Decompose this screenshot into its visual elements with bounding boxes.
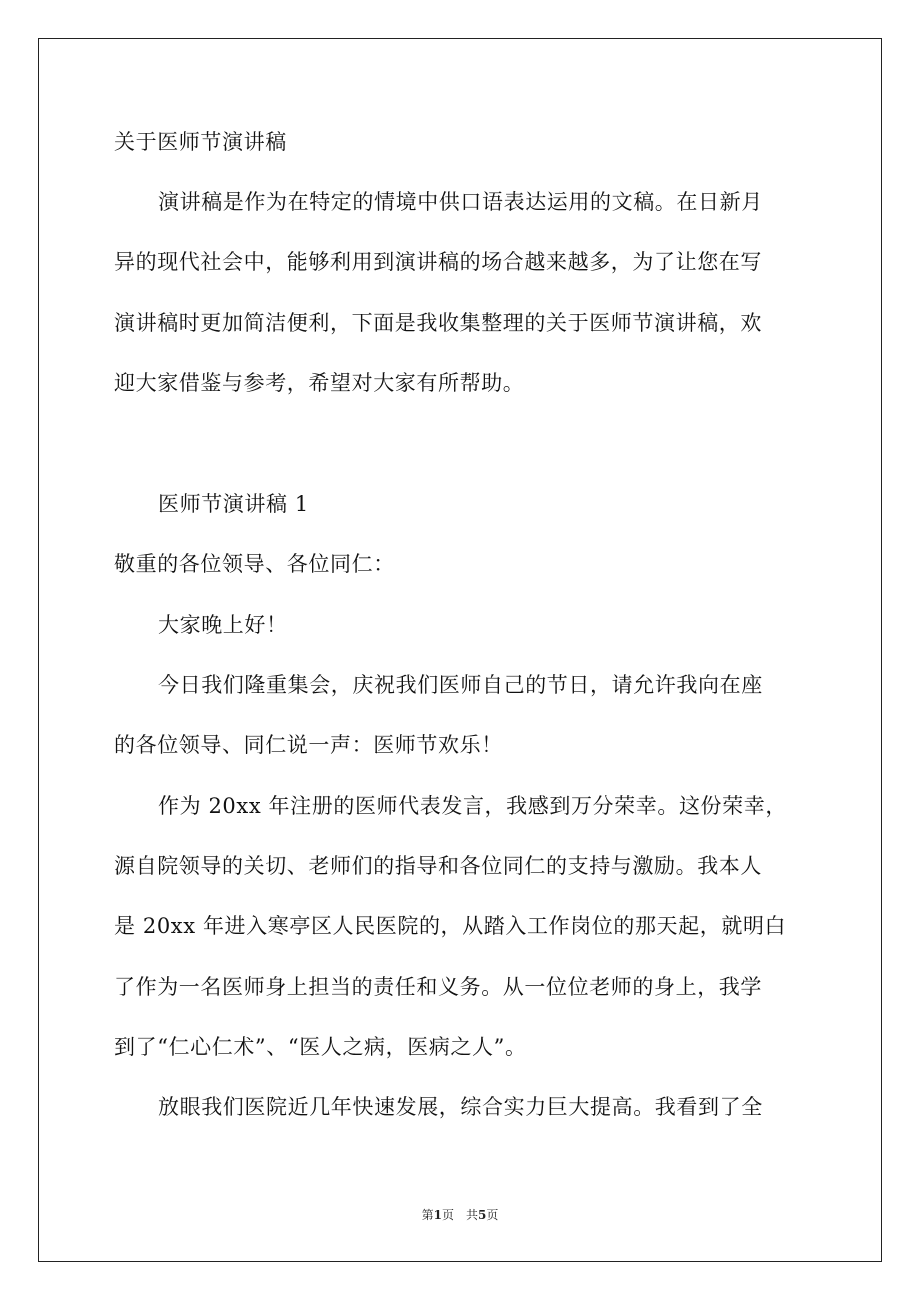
page-footer [0, 1206, 920, 1224]
intro-line-3: 演讲稿时更加简洁便利，下面是我收集整理的关于医师节演讲稿，欢 [114, 311, 762, 335]
section-heading: 医师节演讲稿 1 [158, 492, 309, 516]
intro-line-4: 迎大家借鉴与参考，希望对大家有所帮助。 [114, 371, 525, 395]
paragraph-2-line-5: 到了“仁心仁术”、“医人之病，医病之人”。 [114, 1035, 527, 1059]
total-pages-number: 5 [478, 1208, 487, 1222]
paragraph-2-line-1: 作为 20xx 年注册的医师代表发言，我感到万分荣幸。这份荣幸， [158, 794, 787, 818]
paragraph-2-line-4: 了作为一名医师身上担当的责任和义务。从一位位老师的身上，我学 [114, 975, 762, 999]
salutation: 敬重的各位领导、各位同仁： [114, 552, 395, 576]
greeting: 大家晚上好！ [158, 613, 288, 637]
paragraph-2-line-2: 源自院领导的关切、老师们的指导和各位同仁的支持与激励。我本人 [114, 854, 762, 878]
paragraph-1-line-2: 的各位领导、同仁说一声：医师节欢乐！ [114, 733, 503, 757]
current-page-number: 1 [433, 1208, 442, 1222]
paragraph-2-line-3: 是 20xx 年进入寒亭区人民医院的，从踏入工作岗位的那天起，就明白 [114, 914, 787, 938]
document-title: 关于医师节演讲稿 [114, 130, 287, 154]
intro-line-1: 演讲稿是作为在特定的情境中供口语表达运用的文稿。在日新月 [158, 190, 763, 214]
intro-line-2: 异的现代社会中，能够利用到演讲稿的场合越来越多，为了让您在写 [114, 250, 762, 274]
paragraph-1-line-1: 今日我们隆重集会，庆祝我们医师自己的节日，请允许我向在座 [158, 673, 763, 697]
footer-mid: 页 共 [441, 1208, 478, 1222]
paragraph-3-line-1: 放眼我们医院近几年快速发展，综合实力巨大提高。我看到了全 [158, 1095, 763, 1119]
footer-prefix: 第 [421, 1208, 434, 1222]
page-border [38, 38, 882, 1262]
footer-suffix: 页 [486, 1208, 499, 1222]
